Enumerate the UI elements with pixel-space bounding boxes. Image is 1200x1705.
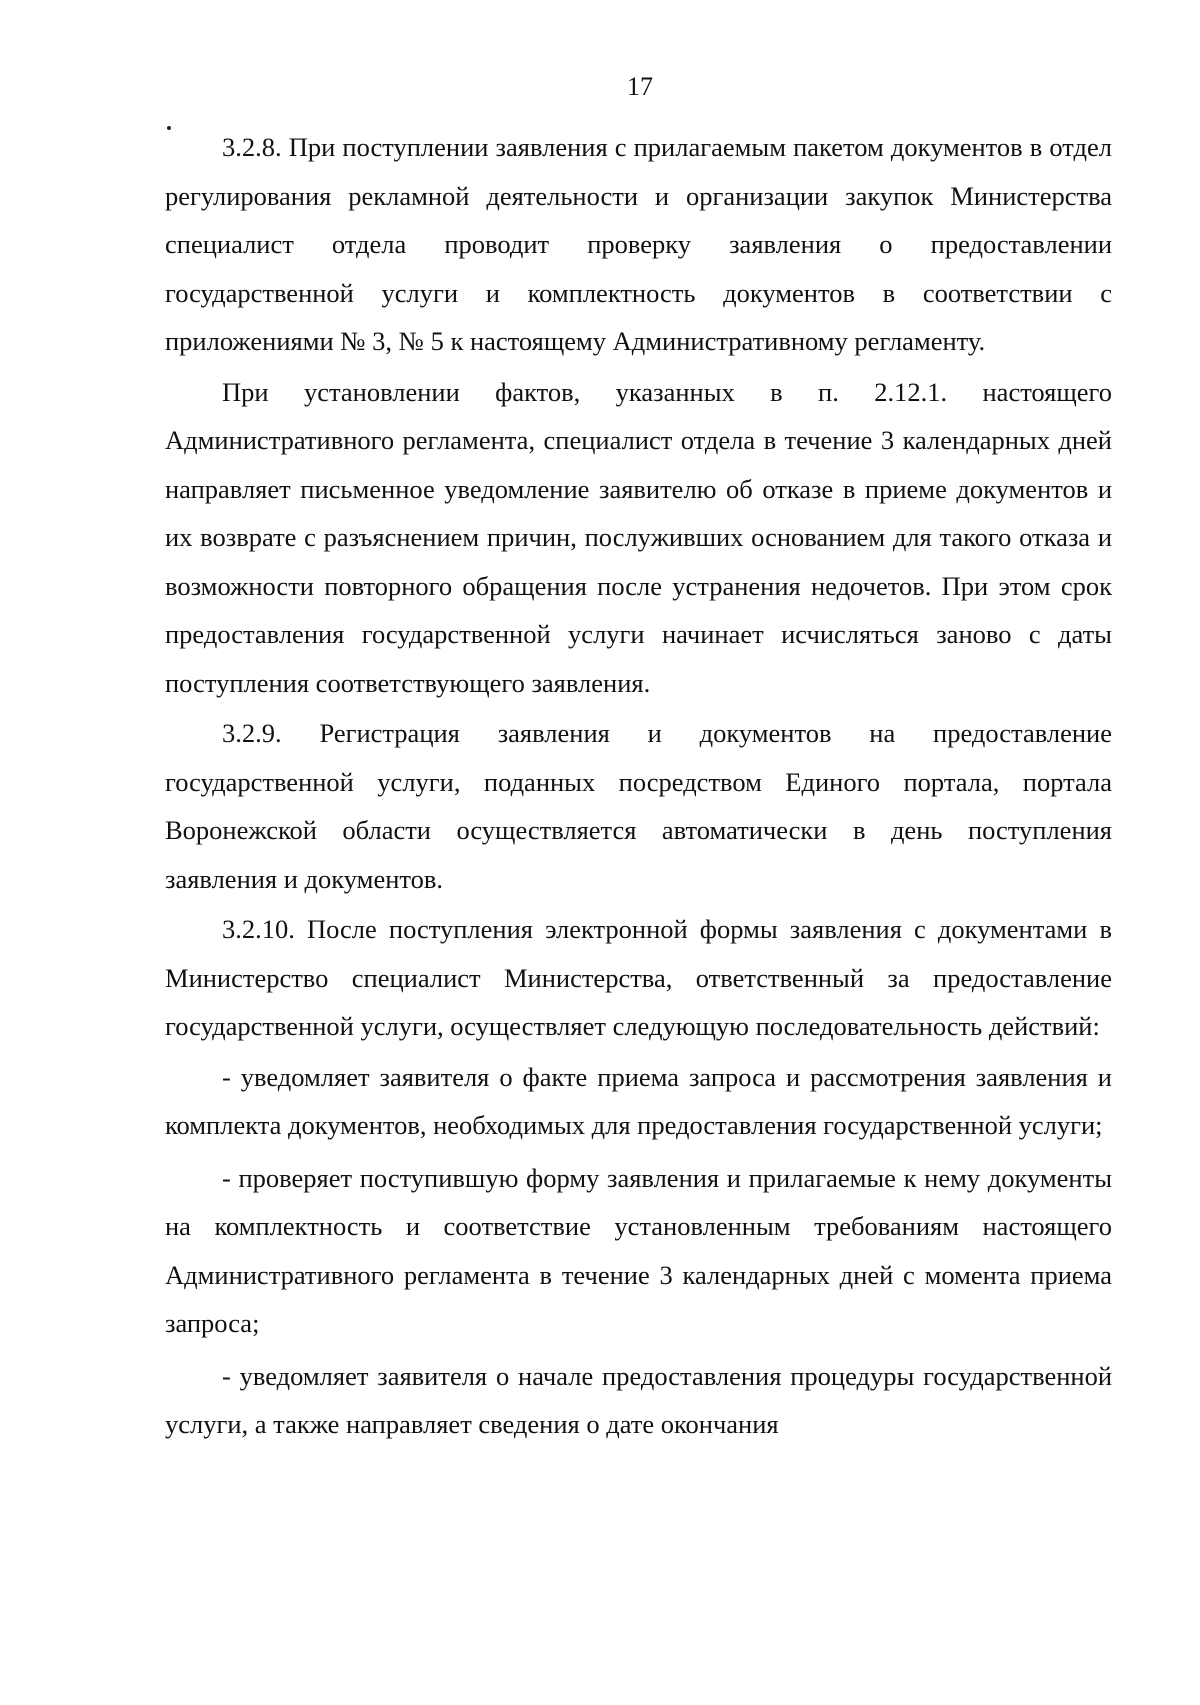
list-item-check-form: - проверяет поступившую форму заявления и прилагаемые к нему документы на комплектность и соответствие установленным требованиям настоящего Административного регламента в течение 3 календарных дней с момента приема запроса; (165, 1162, 1112, 1338)
list-item-notify-start: - уведомляет заявителя о начале предоставления процедуры государственной услуги, а также направляет сведения о дате окончания (165, 1360, 1112, 1439)
list-item-notify-receipt: - уведомляет заявителя о факте приема запроса и рассмотрения заявления и комплекта документов, необходимых для предоставления государственной услуги; (165, 1061, 1112, 1140)
paragraph-3-2-9: 3.2.9. Регистрация заявления и документов на предоставление государственной услуги, поданных посредством Единого портала, портала Воронежской области осуществляется автоматически в день поступления заявления и документов. (165, 718, 1112, 894)
paragraph-3-2-10: 3.2.10. После поступления электронной формы заявления с документами в Министерство специалист Министерства, ответственный за предоставление государственной услуги, осуществляет следующую последовательность действий: (165, 914, 1112, 1041)
page-number: 17 (627, 72, 653, 101)
paragraph-3-2-8: 3.2.8. При поступлении заявления с прилагаемым пакетом документов в отдел регулирования рекламной деятельности и организации закупок Министерства специалист отдела проводит проверку заявления о предоставлении государственной услуги и комплектность документов в соответствии с приложениями № 3, № 5 к настоящему Административному регламенту. (165, 132, 1112, 356)
document-body (165, 123, 1112, 1451)
paragraph-refusal-facts: При установлении фактов, указанных в п. 2.12.1. настоящего Административного регламента, специалист отдела в течение 3 календарных дней направляет письменное уведомление заявителю об отказе в приеме документов и их возврате с разъяснением причин, послуживших основанием для такого отказа и возможности повторного обращения после устранения недочетов. При этом срок предоставления государственной услуги начинает исчисляться заново с даты поступления соответствующего заявления. (165, 376, 1112, 698)
